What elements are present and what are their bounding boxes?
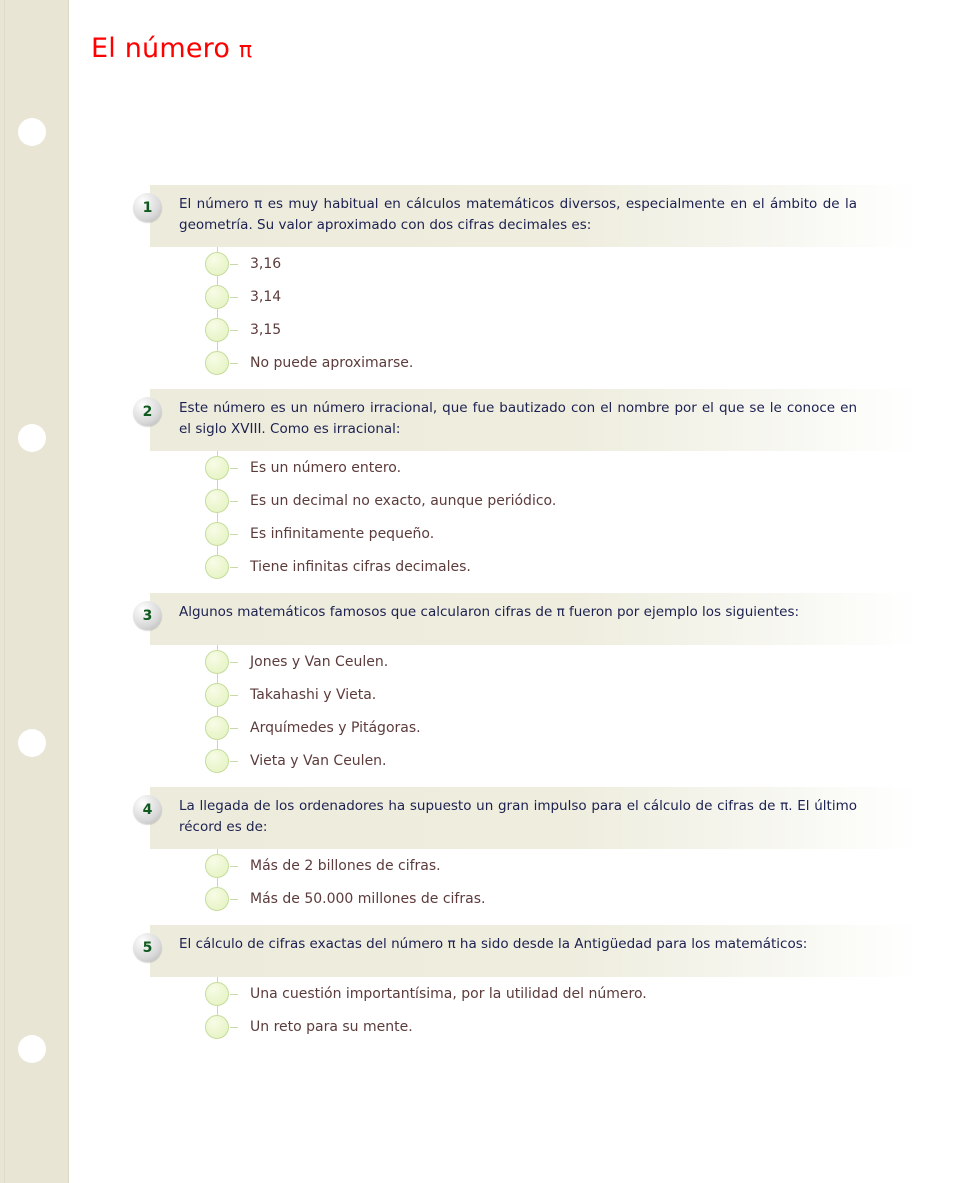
option-label: No puede aproximarse.	[250, 354, 414, 371]
page-content	[70, 0, 955, 1183]
question-spacer	[70, 915, 955, 925]
option-radio-icon[interactable]	[205, 1015, 229, 1039]
question-text: Este número es un número irracional, que fue bautizado con el nombre por el que se le conoce en el siglo XVIII. Como es irracional:	[179, 400, 857, 437]
option-row[interactable]	[205, 451, 955, 484]
option-row[interactable]	[205, 882, 955, 915]
question-spacer	[70, 583, 955, 593]
option-radio-icon[interactable]	[205, 854, 229, 878]
option-connector-tick	[230, 695, 238, 696]
option-list	[205, 977, 955, 1043]
option-connector-tick	[230, 501, 238, 502]
question-block	[70, 185, 955, 379]
pi-symbol: π	[238, 38, 253, 63]
option-label: 3,14	[250, 288, 282, 305]
question-spacer	[70, 379, 955, 389]
option-list	[205, 451, 955, 583]
question-bar	[150, 389, 918, 451]
question-block	[70, 593, 955, 777]
option-label: Jones y Van Ceulen.	[250, 653, 389, 670]
binder-hole	[18, 729, 46, 757]
option-radio-icon[interactable]	[205, 716, 229, 740]
option-radio-icon[interactable]	[205, 489, 229, 513]
option-connector-tick	[230, 567, 238, 568]
option-label: Una cuestión importantísima, por la utilidad del número.	[250, 985, 647, 1002]
option-label: Más de 50.000 millones de cifras.	[250, 890, 486, 907]
option-label: Es un decimal no exacto, aunque periódico.	[250, 492, 557, 509]
option-row[interactable]	[205, 484, 955, 517]
option-row[interactable]	[205, 711, 955, 744]
option-connector-tick	[230, 330, 238, 331]
option-connector-tick	[230, 297, 238, 298]
option-radio-icon[interactable]	[205, 285, 229, 309]
option-connector-tick	[230, 1027, 238, 1028]
option-connector-tick	[230, 363, 238, 364]
option-connector-tick	[230, 662, 238, 663]
binder-hole	[18, 1035, 46, 1063]
question-bar	[150, 185, 918, 247]
question-text: Algunos matemáticos famosos que calcularon cifras de π fueron por ejemplo los siguientes:	[179, 604, 800, 620]
binder-hole	[18, 424, 46, 452]
option-radio-icon[interactable]	[205, 522, 229, 546]
option-label: Tiene infinitas cifras decimales.	[250, 558, 471, 575]
question-spacer	[70, 1043, 955, 1053]
option-label: 3,15	[250, 321, 282, 338]
option-label: Un reto para su mente.	[250, 1018, 413, 1035]
option-radio-icon[interactable]	[205, 351, 229, 375]
question-spacer	[70, 777, 955, 787]
option-row[interactable]	[205, 517, 955, 550]
question-text: El número π es muy habitual en cálculos matemáticos diversos, especialmente en el ámbito de la geometría. Su valor aproximado con dos cifras decimales es:	[179, 196, 857, 233]
option-connector-tick	[230, 468, 238, 469]
quiz-list	[70, 185, 955, 1053]
option-connector-tick	[230, 728, 238, 729]
option-list	[205, 849, 955, 915]
option-radio-icon[interactable]	[205, 683, 229, 707]
question-block	[70, 787, 955, 915]
question-number-badge: 1	[133, 193, 162, 222]
question-number-badge: 4	[133, 795, 162, 824]
option-connector-tick	[230, 994, 238, 995]
option-label: Vieta y Van Ceulen.	[250, 752, 387, 769]
option-radio-icon[interactable]	[205, 887, 229, 911]
binder-strip	[0, 0, 69, 1183]
question-text: El cálculo de cifras exactas del número π ha sido desde la Antigüedad para los matemáticos:	[179, 936, 808, 952]
question-bar	[150, 787, 918, 849]
option-radio-icon[interactable]	[205, 749, 229, 773]
question-bar	[150, 593, 918, 645]
option-row[interactable]	[205, 1010, 955, 1043]
option-row[interactable]	[205, 280, 955, 313]
option-label: Takahashi y Vieta.	[250, 686, 377, 703]
option-row[interactable]	[205, 550, 955, 583]
option-label: Es infinitamente pequeño.	[250, 525, 435, 542]
option-row[interactable]	[205, 645, 955, 678]
option-row[interactable]	[205, 313, 955, 346]
option-label: 3,16	[250, 255, 282, 272]
option-list	[205, 247, 955, 379]
question-block	[70, 925, 955, 1043]
question-bar	[150, 925, 918, 977]
option-radio-icon[interactable]	[205, 982, 229, 1006]
question-number-badge: 5	[133, 933, 162, 962]
option-connector-tick	[230, 761, 238, 762]
question-number-badge: 2	[133, 397, 162, 426]
option-radio-icon[interactable]	[205, 650, 229, 674]
option-connector-tick	[230, 534, 238, 535]
option-list	[205, 645, 955, 777]
option-connector-tick	[230, 264, 238, 265]
option-radio-icon[interactable]	[205, 555, 229, 579]
option-row[interactable]	[205, 346, 955, 379]
page-title	[91, 33, 252, 64]
page-title-text: El número	[91, 33, 239, 64]
option-row[interactable]	[205, 744, 955, 777]
question-block	[70, 389, 955, 583]
option-row[interactable]	[205, 678, 955, 711]
option-label: Más de 2 billones de cifras.	[250, 857, 441, 874]
option-radio-icon[interactable]	[205, 456, 229, 480]
option-row[interactable]	[205, 849, 955, 882]
option-connector-tick	[230, 899, 238, 900]
question-text: La llegada de los ordenadores ha supuesto un gran impulso para el cálculo de cifras de π. El último récord es de:	[179, 798, 857, 835]
option-row[interactable]	[205, 247, 955, 280]
question-number-badge: 3	[133, 601, 162, 630]
option-connector-tick	[230, 866, 238, 867]
binder-hole	[18, 118, 46, 146]
option-label: Es un número entero.	[250, 459, 402, 476]
option-row[interactable]	[205, 977, 955, 1010]
option-radio-icon[interactable]	[205, 318, 229, 342]
option-label: Arquímedes y Pitágoras.	[250, 719, 421, 736]
option-radio-icon[interactable]	[205, 252, 229, 276]
